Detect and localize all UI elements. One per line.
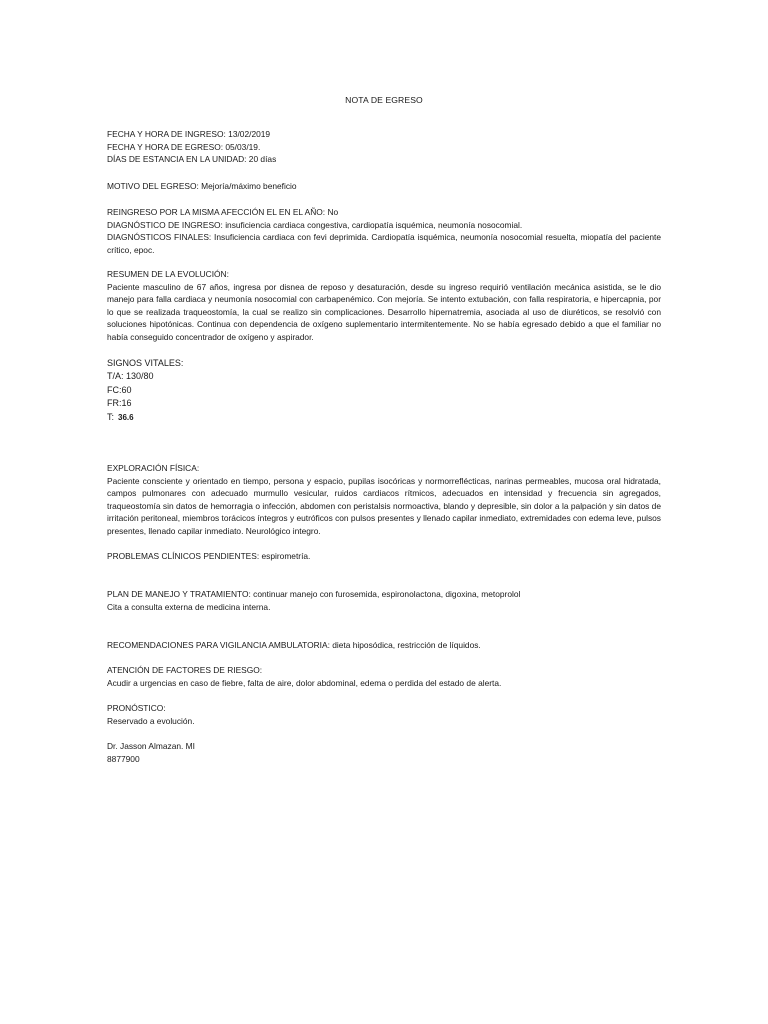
exploracion-section xyxy=(107,462,661,538)
firma-section xyxy=(107,740,661,765)
tension-arterial: T/A: 130/80 xyxy=(107,371,154,382)
pronostico-body: Reservado a evolución. xyxy=(107,715,195,726)
pronostico-section xyxy=(107,702,661,727)
firma-cedula: 8877900 xyxy=(107,753,140,764)
exploracion-heading: EXPLORACIÓN FÍSICA: xyxy=(107,463,200,473)
resumen-heading: RESUMEN DE LA EVOLUCIÓN: xyxy=(107,269,229,279)
temperatura-value: 36.6 xyxy=(118,412,134,422)
riesgo-body: Acudir a urgencias en caso de fiebre, falta de aire, dolor abdominal, edema o perdida del estado de alerta. xyxy=(107,677,502,688)
recomendaciones-section xyxy=(107,639,661,652)
temperatura-label: T: xyxy=(107,411,115,422)
temperatura xyxy=(107,411,661,424)
resumen-body: Paciente masculino de 67 años, ingresa por disnea de reposo y desaturación, desde su ingreso requirió ventilación mecánica asistida, se le dio manejo para falla cardiaca y neumonía nosocomial con carbapenémico. Con mejoría. Se intento extubación, con falla respiratoria, e hipercapnia, por lo que se realizada traqueostomía, la cual se realizo sin complicaciones. Desarrollo hipernatremia, asociada al uso de diuréticos, se resolvió con soluciones hipotónicas. Continua con dependencia de oxígeno suplementario intermitentemente. No se había egresado debido a que el familiar no había conseguido concentrador de oxígeno y aspirador. xyxy=(107,281,661,342)
motivo-section xyxy=(107,180,661,193)
riesgo-heading: ATENCIÓN DE FACTORES DE RIESGO: xyxy=(107,665,263,675)
plan-manejo: PLAN DE MANEJO Y TRATAMIENTO: continuar manejo con furosemida, espironolactona, digoxina, metoprolol xyxy=(107,589,521,599)
frecuencia-cardiaca: FC:60 xyxy=(107,384,132,395)
fecha-ingreso: FECHA Y HORA DE INGRESO: 13/02/2019 xyxy=(107,129,271,139)
admission-section xyxy=(107,128,661,166)
plan-cita: Cita a consulta externa de medicina interna. xyxy=(107,601,271,612)
diagnosticos-finales: DIAGNÓSTICOS FINALES: Insuficiencia cardiaca con fevi deprimida. Cardiopatía isquémica, neumonía nosocomial resuelta, miopatía del paciente crítico, epoc. xyxy=(107,232,661,255)
problemas-pendientes: PROBLEMAS CLÍNICOS PENDIENTES: espirometría. xyxy=(107,551,311,561)
riesgo-section xyxy=(107,664,661,689)
frecuencia-respiratoria: FR:16 xyxy=(107,398,132,409)
dias-estancia: DÍAS DE ESTANCIA EN LA UNIDAD: 20 días xyxy=(107,154,277,165)
resumen-section xyxy=(107,268,661,344)
problemas-section xyxy=(107,550,661,563)
signos-section xyxy=(107,357,661,424)
firma-nombre: Dr. Jasson Almazan. MI xyxy=(107,741,195,751)
reingreso: REINGRESO POR LA MISMA AFECCIÓN EL EN EL AÑO: No xyxy=(107,207,339,217)
fecha-egreso: FECHA Y HORA DE EGRESO: 05/03/19. xyxy=(107,141,261,152)
motivo-egreso: MOTIVO DEL EGRESO: Mejoría/máximo beneficio xyxy=(107,181,297,191)
exploracion-body: Paciente consciente y orientado en tiempo, persona y espacio, pupilas isocóricas y normorreflécticas, narinas permeables, mucosa oral hidratada, campos pulmonares con adecuado murmullo vesicular, ruidos cardiacos rítmicos, adecuados en intensidad y frecuencia sin agregados, traqueostomía sin datos de hemorragia o infección, abdomen con peristalsis normoactiva, blando y depresible, sin dolor a la palpación y sin datos de irritación peritoneal, miembros torácicos íntegros y eutróficos con pulsos presentes y llenado capilar inmediato, extremidades con edema leve, pulsos presentes, llenado capilar inmediato. Neurológico integro. xyxy=(107,475,661,536)
diagnostico-ingreso: DIAGNÓSTICO DE INGRESO: insuficiencia cardiaca congestiva, cardiopatía isquémica, neumonía nosocomial. xyxy=(107,219,523,230)
diagnoses-section xyxy=(107,206,661,256)
signos-heading: SIGNOS VITALES: xyxy=(107,358,184,368)
document-title: NOTA DE EGRESO xyxy=(345,95,423,105)
recomendaciones: RECOMENDACIONES PARA VIGILANCIA AMBULATORIA: dieta hiposódica, restricción de líquidos. xyxy=(107,640,481,650)
plan-section xyxy=(107,588,661,613)
pronostico-heading: PRONÓSTICO: xyxy=(107,703,166,713)
